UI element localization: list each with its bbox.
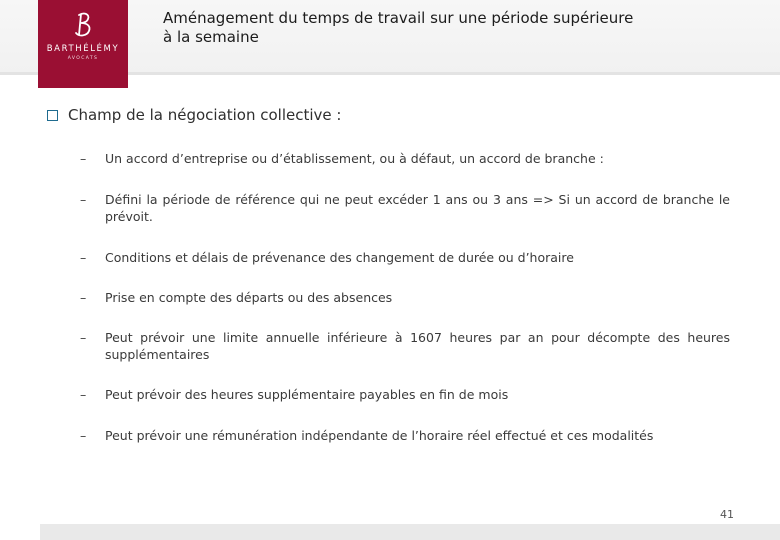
checkbox-icon xyxy=(47,110,58,121)
logo-subtitle: AVOCATS xyxy=(67,56,99,61)
page-number: 41 xyxy=(720,508,734,521)
list-item-text: Défini la période de référence qui ne peut excéder 1 ans ou 3 ans => Si un accord de branche le prévoit. xyxy=(105,192,730,224)
list-item-text: Un accord d’entreprise ou d’établissement, ou à défaut, un accord de branche : xyxy=(105,151,604,166)
slide-title: Aménagement du temps de travail sur une période supérieure à la semaine xyxy=(163,9,634,46)
logo-monogram xyxy=(38,10,128,40)
footer-bar xyxy=(40,524,780,540)
dash-marker: – xyxy=(80,387,87,402)
list-item-text: Prise en compte des départs ou des absences xyxy=(105,290,393,305)
dash-marker: – xyxy=(80,290,87,305)
dash-marker: – xyxy=(80,192,87,207)
list-item xyxy=(80,191,730,225)
dash-marker: – xyxy=(80,428,87,443)
dash-marker: – xyxy=(80,151,87,166)
list-item-text: Peut prévoir une rémunération indépendante de l’horaire réel effectué et ces modalités xyxy=(105,428,654,443)
list-item xyxy=(80,427,730,444)
dash-marker: – xyxy=(80,330,87,345)
logo-name: BARTHÉLÉMY xyxy=(46,44,120,54)
list-item-text: Peut prévoir une limite annuelle inférieure à 1607 heures par an pour décompte des heures supplémentaires xyxy=(105,330,730,362)
dash-marker: – xyxy=(80,250,87,265)
list-item-text: Peut prévoir des heures supplémentaire payables en fin de mois xyxy=(105,387,509,402)
list-item xyxy=(80,150,730,167)
list-item xyxy=(80,329,730,363)
list-item xyxy=(80,289,730,306)
section-heading xyxy=(47,106,341,124)
logo xyxy=(38,0,128,88)
list-item-text: Conditions et délais de prévenance des changement de durée ou d’horaire xyxy=(105,250,574,265)
list-item xyxy=(80,249,730,266)
monogram-b-icon xyxy=(68,10,98,40)
section-heading-text: Champ de la négociation collective : xyxy=(68,106,342,124)
list-item xyxy=(80,386,730,403)
